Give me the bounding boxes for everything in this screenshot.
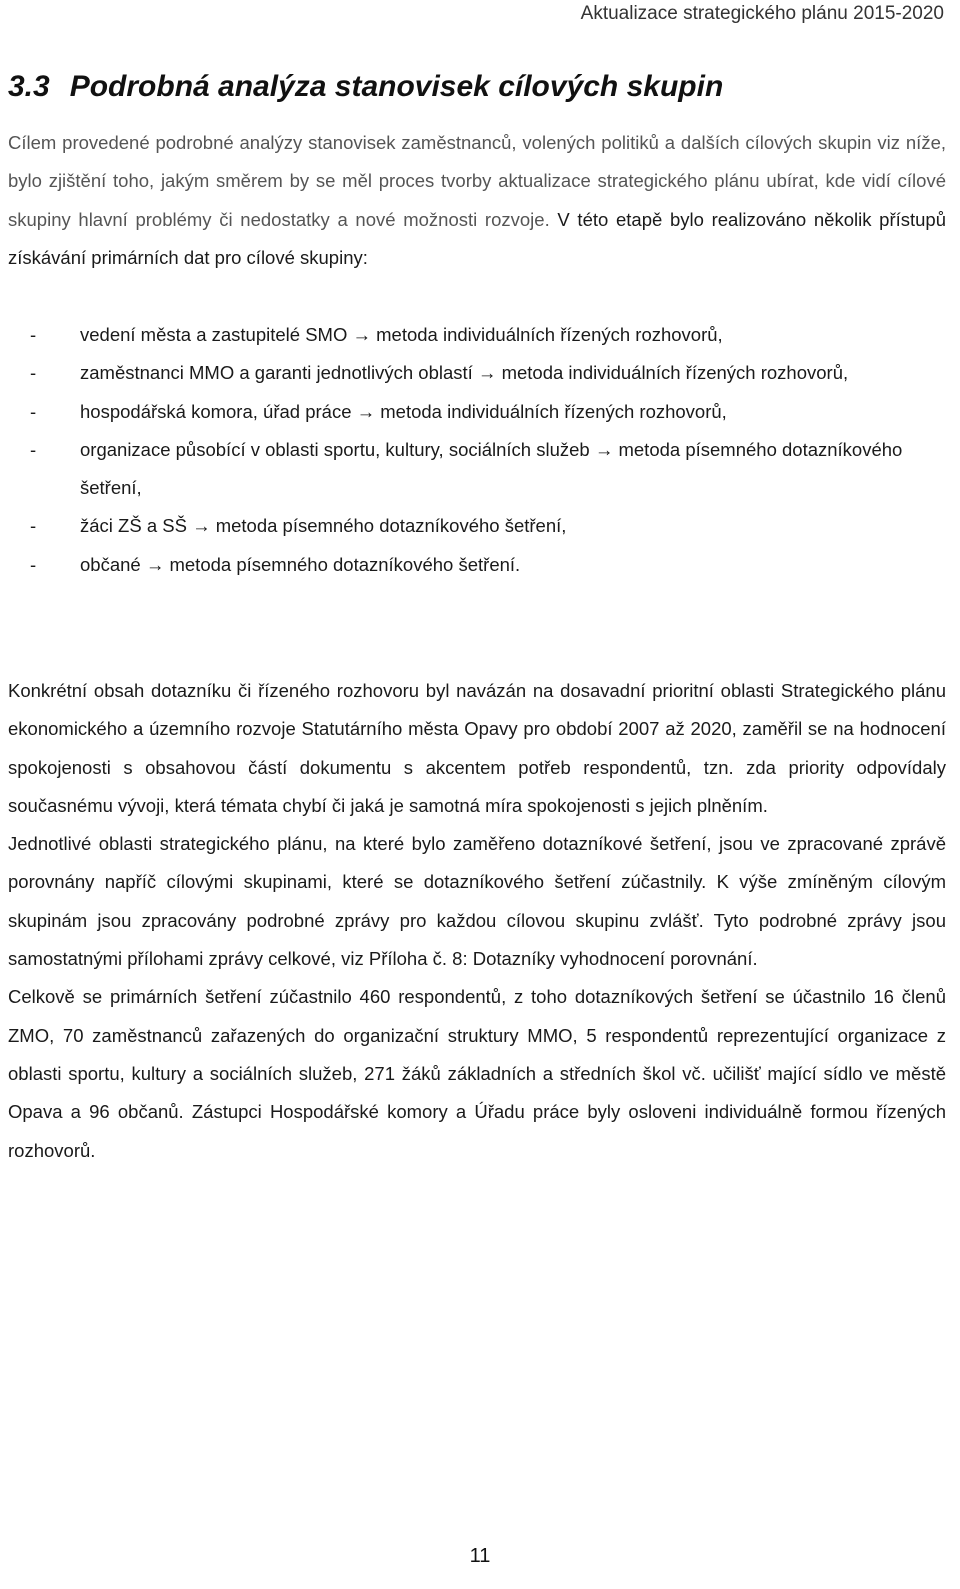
paragraph-respondents-summary: Celkově se primárních šetření zúčastnilo 460 respondentů, z toho dotazníkových šetření se účastnilo 16 členů ZMO, 70 zaměstnanců zařazených do organizační struktury MMO, 5 respondentů reprezentující organizace z oblasti sportu, kultury a sociálních služeb, 271 žáků základních a středních škol vč. učilišť mající sídlo ve městě Opava a 96 občanů. Zástupci Hospodářské komory a Úřadu práce byly osloveni individuálně formou řízených rozhovorů. [8,986,946,1161]
intro-paragraph [8,124,946,277]
intro-text-dark: V této etapě bylo realizováno několik přístupů získávání primárních dat pro cílové skupiny: [8,208,946,268]
paragraph-questionnaire-content: Konkrétní obsah dotazníku či řízeného rozhovoru byl navázán na dosavadní prioritní oblasti Strategického plánu ekonomického a územního rozvoje Statutárního města Opavy pro období 2007 až 2020, zaměřil se na hodnocení spokojenosti s obsahovou částí dokumentu s akcentem potřeb respondentů, tzn. zda priority odpovídaly současnému vývoji, která témata chybí či jaká je samotná míra spokojenosti s jejich plněním. [8,680,946,816]
list-item [8,546,946,584]
section-heading [8,68,723,106]
bullet-dash: - [30,438,37,460]
list-item [8,354,946,392]
intro-text-grey: Cílem provedené podrobné analýzy stanovisek zaměstnanců, volených politiků a dalších cílových skupin viz níže, bylo zjištění toho, jakým směrem by se měl proces tvorby aktualizace strategického plánu ubírat, kde vidí cílové skupiny hlavní problémy či nedostatky a nové možnosti rozvoje. [8,132,946,230]
list-item-text: hospodářská komora, úřad práce → metoda individuálních řízených rozhovorů, [80,400,727,422]
list-item-text: vedení města a zastupitelé SMO → metoda individuálních řízených rozhovorů, [80,324,723,345]
list-item-text: organizace působící v oblasti sportu, kultury, sociálních služeb → metoda písemného dotazníkového šetření, [80,438,903,499]
list-item-text: občané → metoda písemného dotazníkového šetření. [80,553,521,575]
page-number: 11 [469,1545,491,1567]
list-item [8,393,946,431]
list-item [8,316,946,354]
body-paragraphs [8,672,946,1170]
list-item-text: zaměstnanci MMO a garanti jednotlivých oblastí → metoda individuálních řízených rozhovorů, [80,362,849,384]
bullet-dash: - [30,324,37,345]
section-title: Podrobná analýza stanovisek cílových skupin [69,70,724,103]
bullet-dash: - [30,362,37,384]
bullet-dash: - [30,553,37,575]
section-number: 3.3 [8,70,50,103]
paragraph-strategic-areas: Jednotlivé oblasti strategického plánu, na které bylo zaměřeno dotazníkové šetření, jsou ve zpracované zprávě porovnány napříč cílovými skupinami, které se dotazníkového šetření zúčastnily. K výše zmíněným cílovým skupinám jsou zpracovány podrobné zprávy pro každou cílovou skupinu zvlášť. Tyto podrobné zprávy jsou samostatnými přílohami zprávy celkové, viz Příloha č. 8: Dotazníky vyhodnocení porovnání. [8,833,946,970]
list-item-text: žáci ZŠ a SŠ → metoda písemného dotazníkového šetření, [80,515,567,537]
bullet-dash: - [30,400,37,422]
target-group-list [8,316,946,584]
running-header: Aktualizace strategického plánu 2015-2020 [580,3,944,24]
list-item [8,431,946,508]
list-item [8,507,946,545]
bullet-dash: - [30,515,37,537]
